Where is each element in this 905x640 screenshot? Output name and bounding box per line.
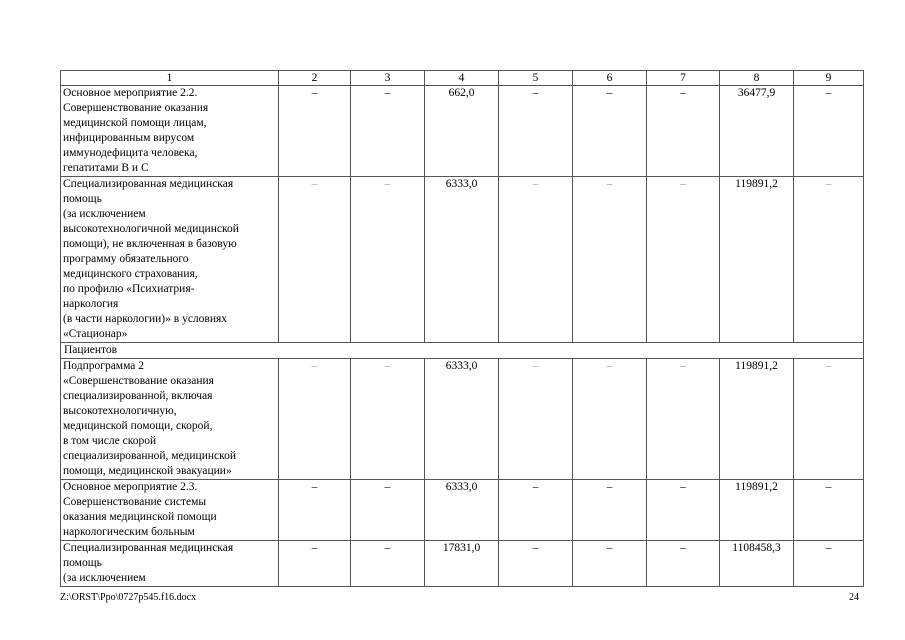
table-row: [61, 480, 864, 541]
header-row: [61, 71, 864, 86]
table-row: [61, 177, 864, 343]
table-cell: 36477,9: [720, 86, 794, 177]
table-cell: –: [647, 359, 720, 480]
table-cell: 6333,0: [425, 480, 499, 541]
table-cell: 119891,2: [720, 177, 794, 343]
table-cell: –: [499, 541, 573, 587]
col-header: 4: [425, 71, 499, 86]
table-cell: 6333,0: [425, 359, 499, 480]
table-cell: –: [794, 541, 864, 587]
table-cell: 17831,0: [425, 541, 499, 587]
table-cell: –: [499, 480, 573, 541]
row-label: Подпрограмма 2 «Совершенствование оказания специализированной, включая высокотехнологичную, медицинской помощи, скорой, в том числе скорой специализированной, медицинской помощи, медицинской эвакуации»: [61, 359, 279, 480]
col-header: 5: [499, 71, 573, 86]
table-cell: –: [279, 541, 351, 587]
table-cell: –: [794, 359, 864, 480]
row-label: Специализированная медицинская помощь (за исключением высокотехнологичной медицинской помощи), не включенная в базовую программу обязательного медицинского страхования, по профилю «Психиатрия- наркология (в части наркологии)» в условиях «Стационар»: [61, 177, 279, 343]
table-cell: –: [351, 177, 425, 343]
table-cell: –: [794, 86, 864, 177]
budget-table: [60, 70, 864, 587]
table-cell: –: [499, 177, 573, 343]
table-cell: –: [351, 541, 425, 587]
table-cell: –: [499, 86, 573, 177]
table-cell: –: [647, 480, 720, 541]
row-label: Основное мероприятие 2.2. Совершенствование оказания медицинской помощи лицам, инфицированным вирусом иммунодефицита человека, гепатитами В и С: [61, 86, 279, 177]
table-cell: –: [794, 480, 864, 541]
col-header: 1: [61, 71, 279, 86]
table-cell: –: [647, 86, 720, 177]
col-header: 9: [794, 71, 864, 86]
row-label: Специализированная медицинская помощь (за исключением: [61, 541, 279, 587]
table-cell: 1108458,3: [720, 541, 794, 587]
col-header: 3: [351, 71, 425, 86]
table-cell: –: [794, 177, 864, 343]
col-header: 8: [720, 71, 794, 86]
table-cell: –: [499, 359, 573, 480]
table-row: [61, 86, 864, 177]
table-cell: 119891,2: [720, 359, 794, 480]
table-cell: –: [573, 359, 647, 480]
table-cell: –: [573, 177, 647, 343]
table-cell: –: [573, 541, 647, 587]
table-cell: –: [279, 177, 351, 343]
table-cell: –: [351, 86, 425, 177]
table-cell: –: [351, 359, 425, 480]
table-cell: –: [647, 541, 720, 587]
section-row: [61, 343, 864, 359]
table-cell: –: [647, 177, 720, 343]
file-path: Z:\ORST\Ppo\0727p545.f16.docx: [60, 592, 197, 603]
table-cell: –: [573, 86, 647, 177]
section-label: Пациентов: [61, 343, 864, 359]
table-cell: 6333,0: [425, 177, 499, 343]
col-header: 6: [573, 71, 647, 86]
col-header: 2: [279, 71, 351, 86]
table-cell: –: [279, 86, 351, 177]
page-number: 24: [849, 592, 859, 603]
row-label: Основное мероприятие 2.3. Совершенствование системы оказания медицинской помощи наркологическим больным: [61, 480, 279, 541]
table-cell: 662,0: [425, 86, 499, 177]
col-header: 7: [647, 71, 720, 86]
table-row: [61, 359, 864, 480]
table-row: [61, 541, 864, 587]
table-cell: 119891,2: [720, 480, 794, 541]
table-cell: –: [279, 359, 351, 480]
table-cell: –: [573, 480, 647, 541]
table-cell: –: [279, 480, 351, 541]
table-cell: –: [351, 480, 425, 541]
